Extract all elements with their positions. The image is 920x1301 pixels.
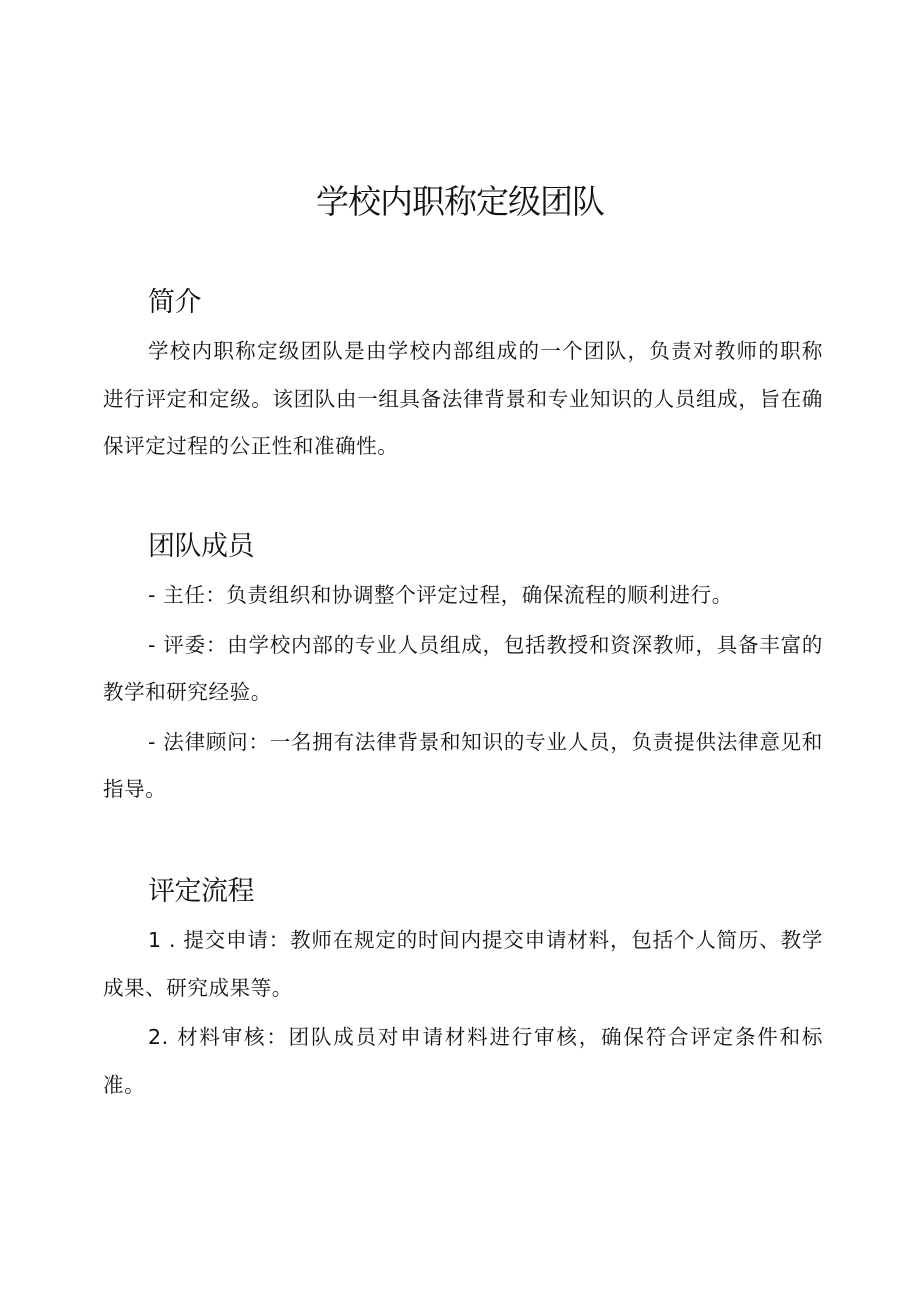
section-members bbox=[103, 527, 823, 814]
process-step-submit: 1 . 提交申请：教师在规定的时间内提交申请材料，包括个人简历、教学成果、研究成果等。 bbox=[103, 928, 823, 1000]
document-title: 学校内职称定级团队 bbox=[316, 182, 604, 221]
member-item-judges: - 评委：由学校内部的专业人员组成，包括教授和资深教师，具备丰富的教学和研究经验。 bbox=[103, 632, 823, 704]
member-item-director: - 主任：负责组织和协调整个评定过程，确保流程的顺利进行。 bbox=[148, 583, 733, 607]
section-process bbox=[103, 872, 823, 1109]
section-intro bbox=[103, 283, 823, 471]
section-heading-members: 团队成员 bbox=[148, 531, 254, 562]
member-item-legal-advisor: - 法律顾问：一名拥有法律背景和知识的专业人员，负责提供法律意见和指导。 bbox=[103, 729, 823, 801]
section-heading-intro: 简介 bbox=[148, 287, 201, 318]
section-heading-process: 评定流程 bbox=[148, 876, 254, 907]
process-step-review: 2. 材料审核：团队成员对申请材料进行审核，确保符合评定条件和标准。 bbox=[103, 1025, 823, 1097]
intro-paragraph: 学校内职称定级团队是由学校内部组成的一个团队，负责对教师的职称进行评定和定级。该团队由一组具备法律背景和专业知识的人员组成，旨在确保评定过程的公正性和准确性。 bbox=[103, 339, 823, 458]
